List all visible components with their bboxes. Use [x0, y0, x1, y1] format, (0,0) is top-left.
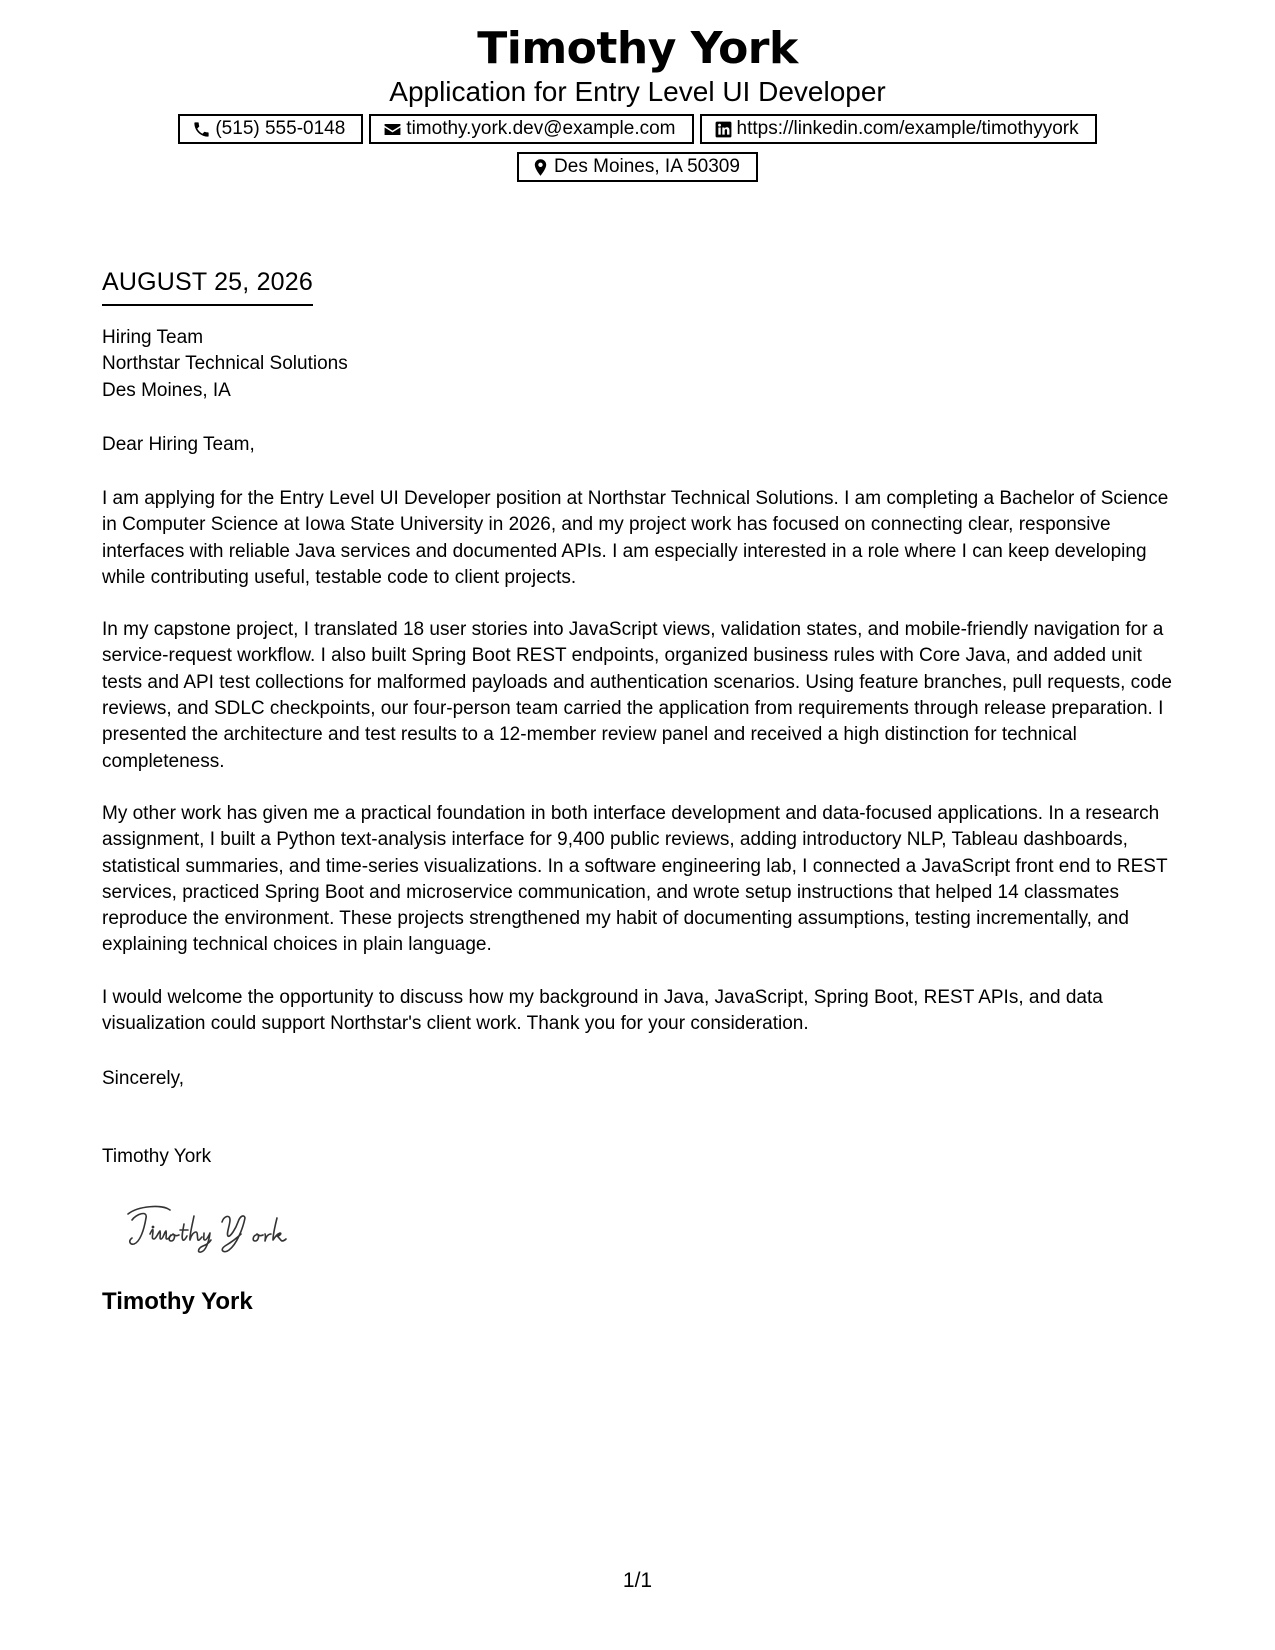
linkedin-icon [714, 120, 733, 139]
phone-icon [192, 120, 211, 139]
contact-row-location [0, 152, 1275, 182]
email-chip[interactable] [369, 114, 693, 144]
letter-body [102, 486, 1177, 1063]
application-title: Application for Entry Level UI Developer [389, 76, 886, 107]
map-pin-icon [531, 158, 550, 177]
letter-header [0, 22, 1275, 108]
applicant-name: Timothy York [477, 23, 798, 74]
envelope-icon [383, 120, 402, 139]
signature-name: Timothy York [102, 1288, 253, 1315]
letter-date: AUGUST 25, 2026 [102, 266, 313, 306]
recipient-line: Hiring Team [102, 327, 204, 348]
body-paragraph: My other work has given me a practical foundation in both interface development and data-focused applications. In a research assignment, I built a Python text-analysis interface for 9,400 public reviews, adding introductory NLP, Tableau dashboards, statistical summaries, and time-series visualizations. In a software engineering lab, I connected a JavaScript front end to REST services, practiced Spring Boot and microservice communication, and wrote setup instructions that helped 14 classmates reproduce the environment. These projects strengthened my habit of documenting assumptions, testing incrementally, and explaining technical choices in plain language. [102, 802, 1168, 956]
closing: Sincerely, [102, 1068, 185, 1089]
recipient-line: Des Moines, IA [102, 379, 231, 401]
location-text: Des Moines, IA 50309 [554, 156, 740, 177]
phone-text: (515) 555-0148 [215, 118, 346, 139]
recipient-line: Northstar Technical Solutions [102, 353, 348, 375]
body-paragraph: I am applying for the Entry Level UI Developer position at Northstar Technical Solutions. I am completing a Bachelor of Science in Computer Science at Iowa State University in 2026, and my project work has focused on connecting clear, responsive interfaces with reliable Java services and documented APIs. I am especially interested in a role where I can keep developing while contributing useful, testable code to client projects. [102, 488, 1169, 588]
typed-name: Timothy York [102, 1146, 212, 1167]
linkedin-chip[interactable] [700, 114, 1097, 144]
location-chip [517, 152, 758, 182]
salutation: Dear Hiring Team, [102, 434, 255, 455]
contact-row [0, 114, 1275, 144]
page-number: 1/1 [622, 1569, 653, 1592]
body-paragraph: I would welcome the opportunity to discuss how my background in Java, JavaScript, Spring Boot, REST APIs, and data visualization could support Northstar's client work. Thank you for your consideration. [102, 986, 1103, 1035]
body-paragraph: In my capstone project, I translated 18 user stories into JavaScript views, validation states, and mobile-friendly navigation for a service-request workflow. I also built Spring Boot REST endpoints, organized business rules with Core Java, and added unit tests and API test collections for malformed payloads and authentication scenarios. Using feature branches, pull requests, code reviews, and SDLC checkpoints, our four-person team carried the application from requirements through release preparation. I presented the architecture and test results to a 12-member review panel and received a high distinction for technical completeness. [102, 619, 1172, 772]
recipient-block [102, 325, 1177, 404]
linkedin-text: https://linkedin.com/example/timothyyork [736, 118, 1079, 139]
handwritten-signature [124, 1200, 354, 1260]
email-text: timothy.york.dev@example.com [406, 118, 676, 139]
phone-chip[interactable] [178, 114, 363, 144]
